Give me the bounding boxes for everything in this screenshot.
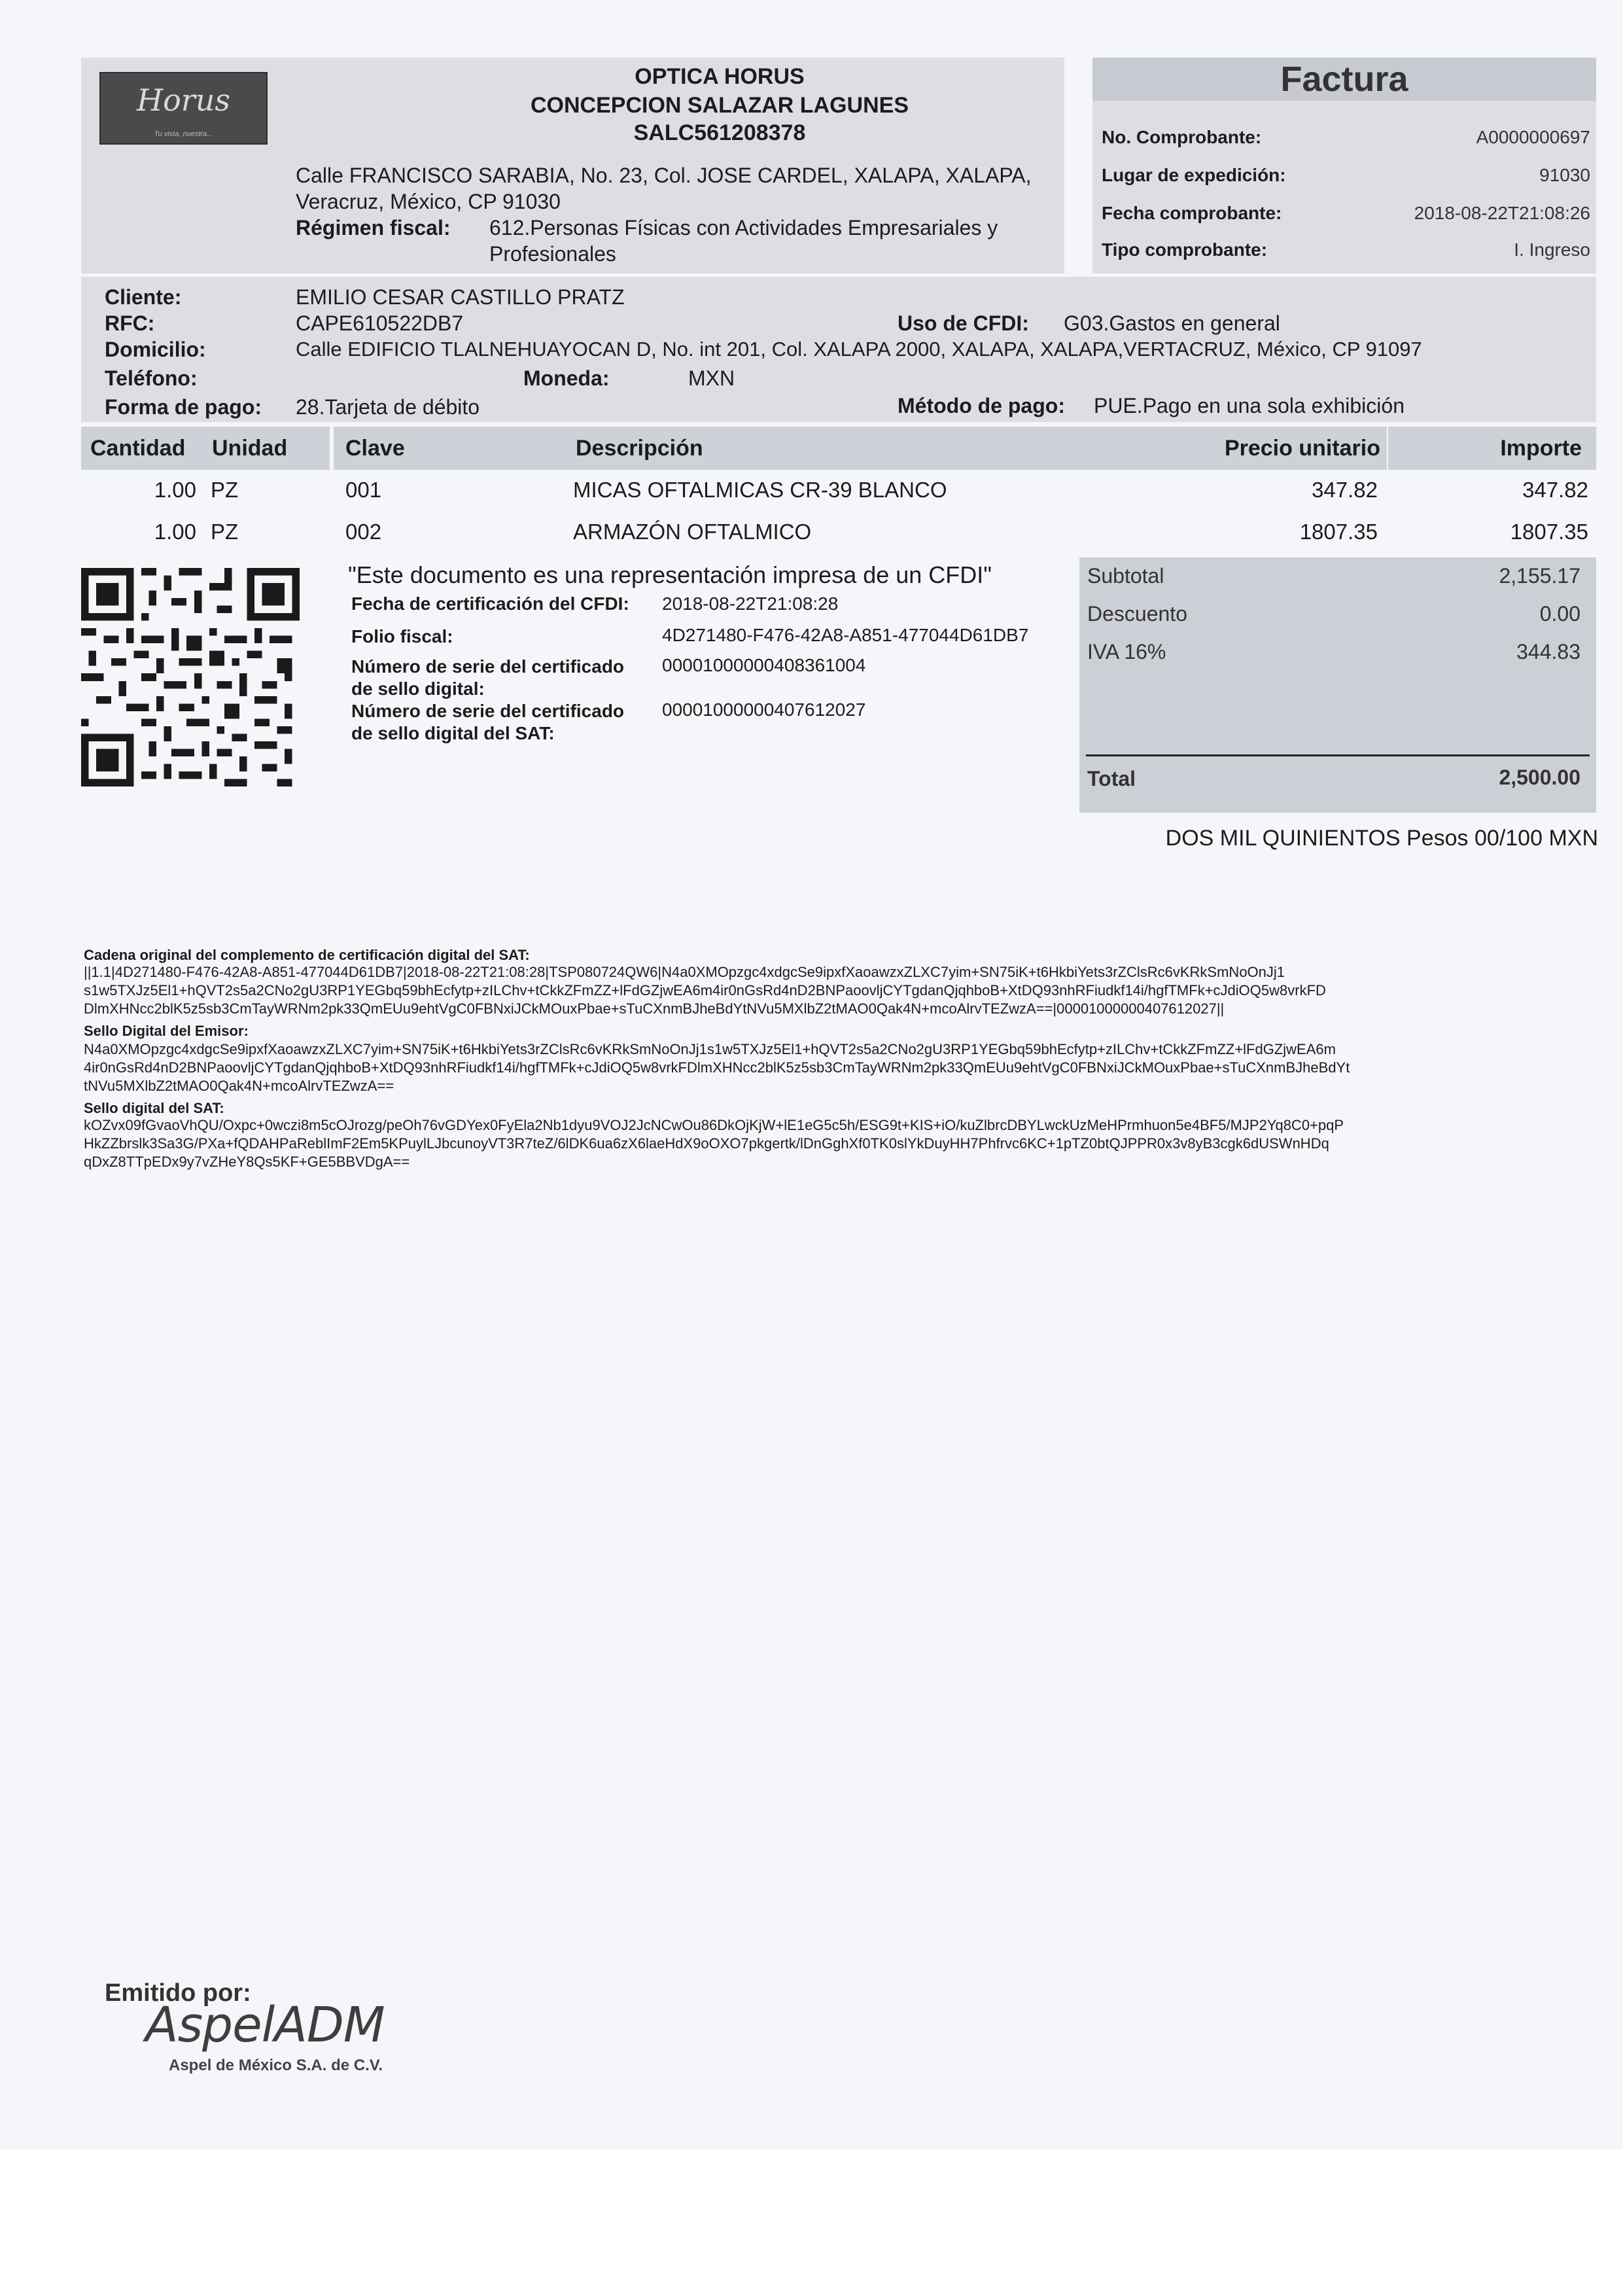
uso-label: Uso de CFDI: bbox=[898, 311, 1029, 335]
telefono-label: Teléfono: bbox=[105, 366, 198, 390]
cell-importe: 347.82 bbox=[1522, 478, 1588, 502]
tipo-label: Tipo comprobante: bbox=[1102, 239, 1268, 260]
totals-divider bbox=[1086, 754, 1590, 756]
sello-emisor-line1: N4a0XMOpzgc4xdgcSe9ipxfXaoawzxZLXC7yim+SN75iK+t6HkbiYets3rZClsRc6vKRkSmNoOnJj1s1w5TXJz5El1+hQVT2s5a2CNo2gU3RP1YEGbq59bhEcfytp+zILChv+tCkkZFmZZ+lFdGZjwEA6m bbox=[84, 1041, 1336, 1057]
serie-emisor-label-2: de sello digital: bbox=[351, 679, 485, 699]
no-comprobante-label: No. Comprobante: bbox=[1102, 127, 1262, 147]
moneda-label: Moneda: bbox=[523, 366, 610, 390]
aspel-logo: AspelADM bbox=[145, 1997, 385, 2053]
col-header-unidad: Unidad bbox=[207, 427, 330, 470]
cell-descripcion: MICAS OFTALMICAS CR-39 BLANCO bbox=[573, 478, 947, 502]
subtotal-label: Subtotal bbox=[1087, 564, 1164, 588]
sello-emisor-line2: 4ir0nGsRd4nD2BNPaoovljCYTgdanQjqhboB+XtDQ93nhRFiudkf14i/hgfTMFk+cJdiOQ5w8vrkFDlmXHNcc2blK5z5sb3CmTayWRNm2pk33QmEUu9ehtVgC0FBNxiJCkMOuxPbae+sTuCXnmBJheBdYt bbox=[84, 1059, 1350, 1076]
fecha-value: 2018-08-22T21:08:26 bbox=[1414, 203, 1590, 223]
serie-sat-label-2: de sello digital del SAT: bbox=[351, 723, 555, 743]
serie-sat-label-1: Número de serie del certificado bbox=[351, 701, 625, 721]
col-header-cantidad: Cantidad bbox=[81, 427, 212, 470]
sello-emisor-label: Sello Digital del Emisor: bbox=[84, 1023, 249, 1039]
cell-descripcion: ARMAZÓN OFTALMICO bbox=[573, 520, 812, 544]
cliente-value: EMILIO CESAR CASTILLO PRATZ bbox=[296, 285, 625, 309]
moneda-value: MXN bbox=[688, 366, 735, 390]
cadena-original-label: Cadena original del complemento de certificación digital del SAT: bbox=[84, 947, 530, 963]
domicilio-label: Domicilio: bbox=[105, 338, 206, 361]
descuento-label: Descuento bbox=[1087, 602, 1187, 626]
cfdi-representation-note: "Este documento es una representación impresa de un CFDI" bbox=[348, 561, 992, 588]
metodo-pago-value: PUE.Pago en una sola exhibición bbox=[1094, 394, 1405, 417]
logo-text: Horus bbox=[136, 82, 231, 118]
cell-importe: 1807.35 bbox=[1510, 520, 1588, 544]
lugar-value: 91030 bbox=[1539, 165, 1590, 185]
qr-code-icon bbox=[81, 568, 300, 786]
issuer-name: OPTICA HORUS bbox=[635, 64, 805, 89]
cadena-original-line1: ||1.1|4D271480-F476-42A8-A851-477044D61DB7|2018-08-22T21:08:28|TSP080724QW6|N4a0XMOpzgc4xdgcSe9ipxfXaoawzxZLXC7yim+SN75iK+t6HkbiYets3rZClsRc6vKRkSmNoOnJj1 bbox=[84, 964, 1285, 980]
emitido-por-label: Emitido por: bbox=[105, 1979, 251, 2007]
serie-emisor-label-1: Número de serie del certificado bbox=[351, 656, 625, 677]
iva-value: 344.83 bbox=[1516, 640, 1580, 663]
issuer-logo bbox=[99, 72, 268, 145]
col-header-descripcion: Descripción bbox=[567, 427, 1195, 470]
folio-fiscal-value: 4D271480-F476-42A8-A851-477044D61DB7 bbox=[662, 625, 1029, 645]
sello-sat-line2: HkZZbrslk3Sa3G/PXa+fQDAHPaReblImF2Em5KPuylLJbcunoyVT3R7teZ/6lDK6ua6zX6laeHdX9oOXO7pkgertk/lDnGghXf0TK0slYkDuyHH7Phfrvc6KC+1pTZ0btQJPPR0x3v8yB3cgk6dUSWnHDq bbox=[84, 1135, 1329, 1152]
invoice-title: Factura bbox=[1092, 58, 1596, 101]
forma-pago-value: 28.Tarjeta de débito bbox=[296, 395, 480, 419]
sello-sat-label: Sello digital del SAT: bbox=[84, 1100, 224, 1116]
fecha-cert-label: Fecha de certificación del CFDI: bbox=[351, 593, 629, 614]
no-comprobante-value: A0000000697 bbox=[1476, 127, 1590, 147]
subtotal-value: 2,155.17 bbox=[1499, 564, 1580, 588]
col-header-clave: Clave bbox=[334, 427, 572, 470]
cell-precio: 347.82 bbox=[1312, 478, 1378, 502]
fecha-label: Fecha comprobante: bbox=[1102, 203, 1282, 223]
regimen-value-line2: Profesionales bbox=[489, 242, 616, 266]
cell-clave: 002 bbox=[345, 520, 382, 544]
cell-cantidad: 1.00 bbox=[154, 520, 196, 544]
issuer-address-line2: Veracruz, México, CP 91030 bbox=[296, 190, 561, 213]
folio-fiscal-label: Folio fiscal: bbox=[351, 626, 453, 646]
total-in-words: DOS MIL QUINIENTOS Pesos 00/100 MXN bbox=[1165, 826, 1598, 851]
descuento-value: 0.00 bbox=[1539, 602, 1580, 626]
page-bottom-margin bbox=[0, 2149, 1623, 2296]
cell-clave: 001 bbox=[345, 478, 382, 502]
issuer-rfc: SALC561208378 bbox=[633, 120, 806, 145]
domicilio-value: Calle EDIFICIO TLALNEHUAYOCAN D, No. int 201, Col. XALAPA 2000, XALAPA, XALAPA,VERTACRUZ, México, CP 91097 bbox=[296, 338, 1422, 361]
regimen-value-line1: 612.Personas Físicas con Actividades Empresariales y bbox=[489, 216, 998, 239]
fecha-cert-value: 2018-08-22T21:08:28 bbox=[662, 593, 839, 614]
tipo-value: I. Ingreso bbox=[1514, 239, 1590, 260]
serie-sat-value: 00001000000407612027 bbox=[662, 699, 866, 720]
col-header-importe: Importe bbox=[1388, 427, 1596, 470]
sello-sat-line3: qDxZ8TTpEDx9y7vZHeY8Qs5KF+GE5BBVDgA== bbox=[84, 1154, 410, 1170]
uso-value: G03.Gastos en general bbox=[1064, 311, 1280, 335]
iva-label: IVA 16% bbox=[1087, 640, 1166, 663]
sello-sat-line1: kOZvx09fGvaoVhQU/Oxpc+0wczi8m5cOJrozg/peOh76vGDYex0FyEla2Nb1dyu9VOJ2JcNCwOu86DkOjKjW+lE1eG5c5h/ESG9t+KIS+iO/kuZlbrcDBYLwckUzMeHPrmhuon5e4BF5/MJP2Yq8C0+pqP bbox=[84, 1117, 1344, 1133]
cell-cantidad: 1.00 bbox=[154, 478, 196, 502]
issuer-address-line1: Calle FRANCISCO SARABIA, No. 23, Col. JOSE CARDEL, XALAPA, XALAPA, bbox=[296, 164, 1032, 187]
logo-tagline: Tu vista, nuestra... bbox=[154, 130, 213, 138]
metodo-pago-label: Método de pago: bbox=[898, 394, 1065, 417]
issuer-owner: CONCEPCION SALAZAR LAGUNES bbox=[530, 93, 909, 118]
cell-unidad: PZ bbox=[211, 520, 239, 544]
regimen-label: Régimen fiscal: bbox=[296, 216, 451, 239]
cell-unidad: PZ bbox=[211, 478, 239, 502]
cadena-original-line2: s1w5TXJz5El1+hQVT2s5a2CNo2gU3RP1YEGbq59bhEcfytp+zILChv+tCkkZFmZZ+lFdGZjwEA6m4ir0nGsRd4nD2BNPaoovljCYTgdanQjqhboB+XtDQ93nhRFiudkf14i/hgfTMFk+cJdiOQ5w8vrkFD bbox=[84, 982, 1326, 998]
rfc-label: RFC: bbox=[105, 311, 155, 335]
total-label: Total bbox=[1087, 767, 1136, 790]
cadena-original-line3: DlmXHNcc2blK5z5sb3CmTayWRNm2pk33QmEUu9ehtVgC0FBNxiJCkMOuxPbae+sTuCXnmBJheBdYtNVu5MXlbZ2tMAO0Qak4N+mcoAlrvTEZwzA==|00001000000407612027|| bbox=[84, 1000, 1225, 1017]
rfc-value: CAPE610522DB7 bbox=[296, 311, 464, 335]
forma-pago-label: Forma de pago: bbox=[105, 395, 262, 419]
serie-emisor-value: 00001000000408361004 bbox=[662, 655, 866, 675]
total-value: 2,500.00 bbox=[1499, 766, 1580, 789]
lugar-label: Lugar de expedición: bbox=[1102, 165, 1286, 185]
aspel-company-name: Aspel de México S.A. de C.V. bbox=[169, 2057, 383, 2074]
sello-emisor-line3: tNVu5MXlbZ2tMAO0Qak4N+mcoAlrvTEZwzA== bbox=[84, 1078, 394, 1094]
cliente-label: Cliente: bbox=[105, 285, 182, 309]
cell-precio: 1807.35 bbox=[1299, 520, 1378, 544]
col-header-precio: Precio unitario bbox=[1191, 427, 1387, 470]
